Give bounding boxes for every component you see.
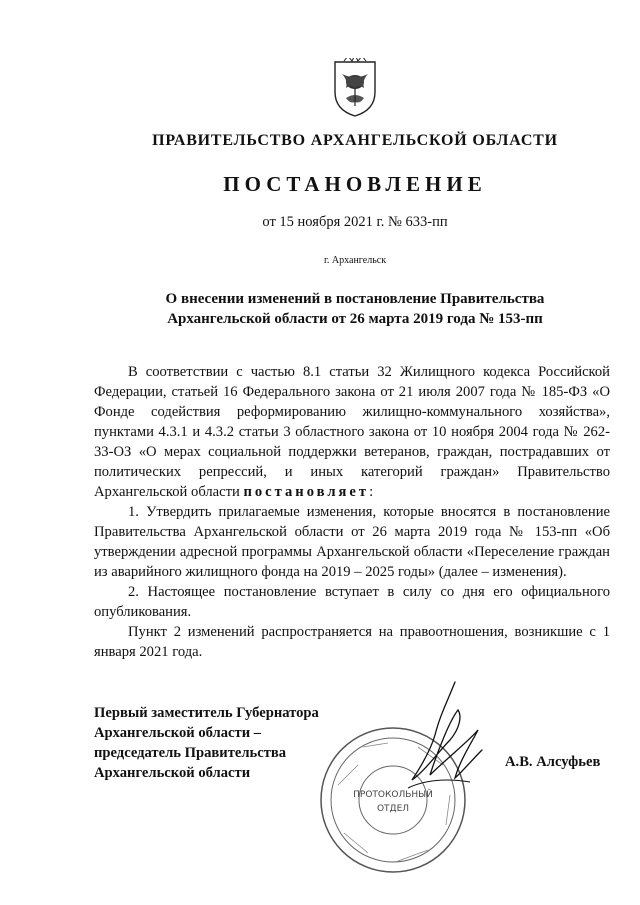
document-date-number: от 15 ноября 2021 г. № 633-пп (262, 214, 448, 230)
subject-line-2: Архангельской области от 26 марта 2019 года № 153-пп (167, 311, 543, 327)
document-city: г. Архангельск (323, 255, 387, 266)
preamble-text: В соответствии с частью 8.1 статьи 32 Жилищного кодекса Российской Федерации, статьей 16 Федерального закона от 21 июля 2007 года № 185-ФЗ «О Фонде содействия реформированию жилищно-коммунального хозяйства», пунктами 4.3.1 и 4.3.2 статьи 3 областного закона от 10 ноября 2004 года № 262-33-ОЗ «О мерах социальной поддержки ветеранов, граждан, пострадавших от политических репрессий, и иных категорий граждан» Правительство Архангельской области (94, 364, 610, 500)
paragraph-item-3: Пункт 2 изменений распространяется на правоотношения, возникшие с 1 января 2021 года. (94, 624, 610, 660)
stamp-center-line-2: ОТДЕЛ (376, 804, 410, 814)
signatory-name: А.В. Алсуфьев (505, 754, 601, 770)
paragraph-item-2: 2. Настоящее постановление вступает в силу со дня его официального опубликования. (94, 584, 610, 620)
stamp-center-line-1: ПРОТОКОЛЬНЫЙ (353, 790, 433, 800)
signatory-position (94, 703, 319, 783)
preamble-end: : (369, 484, 374, 500)
position-line-2: Архангельской области – (94, 725, 262, 741)
position-line-4: Архангельской области (94, 765, 251, 781)
document-subject (0, 289, 640, 329)
coat-of-arms-icon (330, 58, 380, 118)
paragraph-item-1: 1. Утвердить прилагаемые изменения, которые вносятся в постановление Правительства Архангельской области от 26 марта 2019 года № 153-пп «Об утверждении адресной программы Архангельской области «Переселение граждан из аварийного жилищного фонда на 2019 – 2025 годы» (далее – изменения). (94, 504, 610, 580)
paragraph-preamble (94, 362, 610, 502)
preamble-emphasis: постановляет (243, 484, 370, 500)
document-type-title: ПОСТАНОВЛЕНИЕ (223, 172, 487, 196)
document-body (94, 362, 610, 662)
position-line-1: Первый заместитель Губернатора (94, 705, 319, 721)
position-line-3: председатель Правительства (94, 745, 287, 761)
subject-line-1: О внесении изменений в постановление Правительства (165, 291, 545, 307)
organization-name: ПРАВИТЕЛЬСТВО АРХАНГЕЛЬСКОЙ ОБЛАСТИ (152, 132, 558, 149)
handwritten-signature-icon (400, 680, 490, 795)
